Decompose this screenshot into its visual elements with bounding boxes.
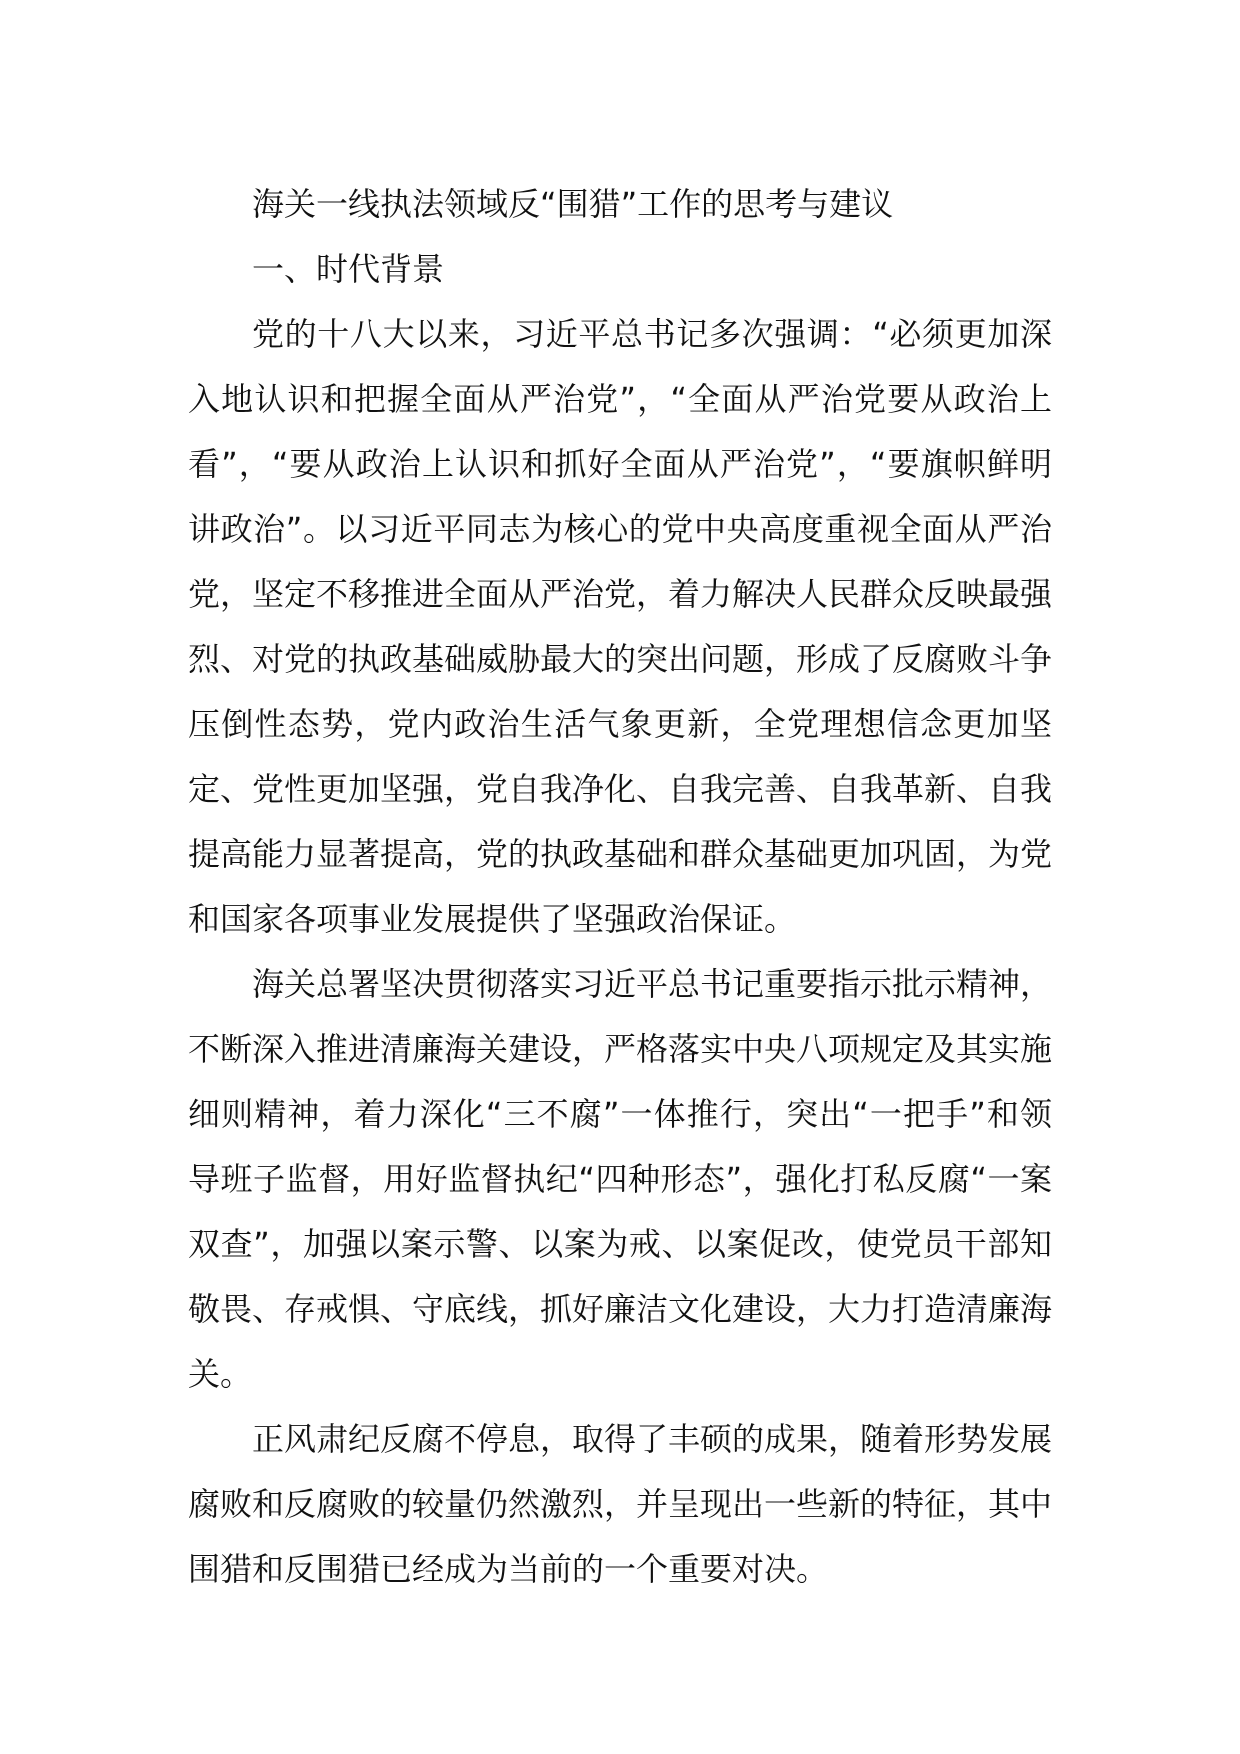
document-body <box>188 172 1052 1602</box>
document-title: 海关一线执法领域反“围猎”工作的思考与建议 <box>252 185 894 223</box>
paragraph-background-1: 党的十八大以来，习近平总书记多次强调：“必须更加深入地认识和把握全面从严治党”，“全面从严治党要从政治上看”，“要从政治上认识和抓好全面从严治党”，“要旗帜鲜明讲政治”。以习近平同志为核心的党中央高度重视全面从严治党，坚定不移推进全面从严治党，着力解决人民群众反映最强烈、对党的执政基础威胁最大的突出问题，形成了反腐败斗争压倒性态势，党内政治生活气象更新，全党理想信念更加坚定、党性更加坚强，党自我净化、自我完善、自我革新、自我提高能力显著提高，党的执政基础和群众基础更加巩固，为党和国家各项事业发展提供了坚强政治保证。 <box>188 315 1053 938</box>
paragraph-background-2: 海关总署坚决贯彻落实习近平总书记重要指示批示精神，不断深入推进清廉海关建设，严格落实中央八项规定及其实施细则精神，着力深化“三不腐”一体推行，突出“一把手”和领导班子监督，用好监督执纪“四种形态”，强化打私反腐“一案双查”，加强以案示警、以案为戒、以案促改，使党员干部知敬畏、存戒惧、守底线，抓好廉洁文化建设，大力打造清廉海关。 <box>188 965 1053 1393</box>
section-heading: 一、时代背景 <box>252 250 445 288</box>
paragraph-background-3: 正风肃纪反腐不停息，取得了丰硕的成果，随着形势发展腐败和反腐败的较量仍然激烈，并呈现出一些新的特征，其中围猎和反围猎已经成为当前的一个重要对决。 <box>188 1420 1053 1588</box>
